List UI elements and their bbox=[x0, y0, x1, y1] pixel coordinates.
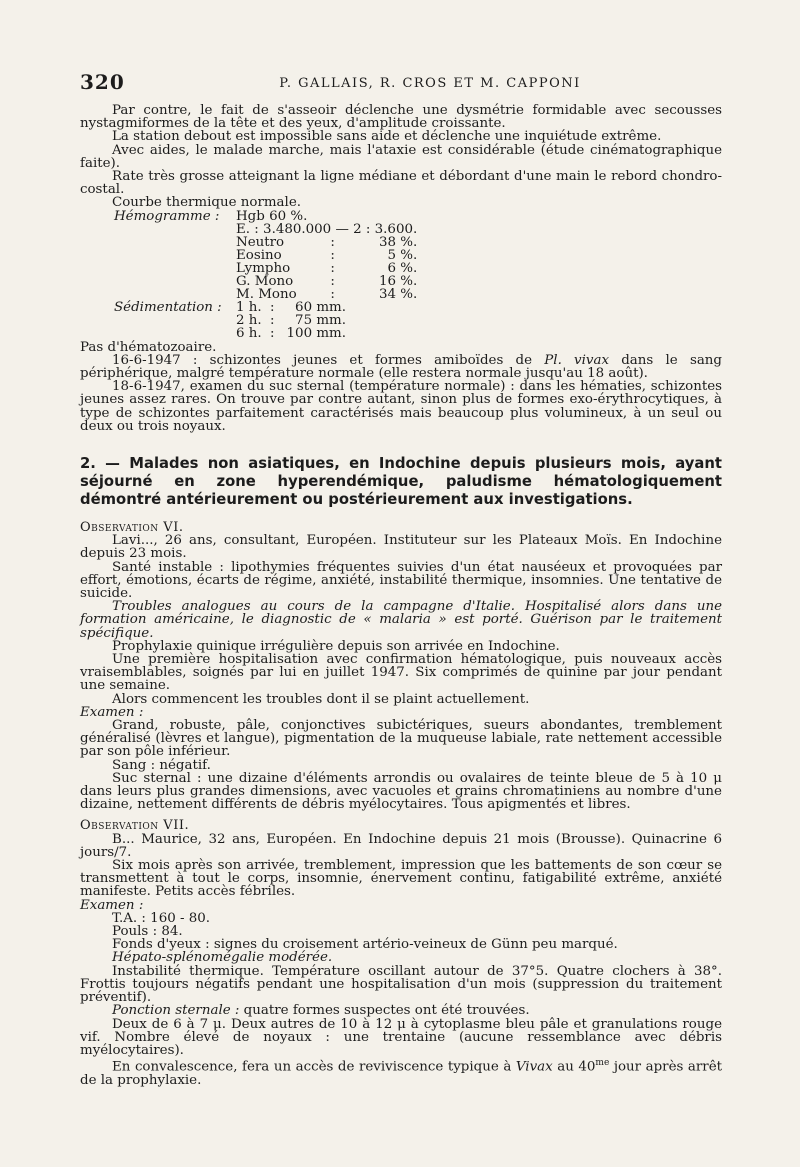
paragraph: Avec aides, le malade marche, mais l'ataxie est considérable (étude cinématographique faite). bbox=[80, 142, 722, 171]
sedimentation-label: Sédimentation : bbox=[114, 300, 222, 316]
cell-time: 1 h. bbox=[236, 300, 262, 316]
paragraph: La station debout est impossible sans aide et déclenche une inquiétude extrême. bbox=[112, 129, 662, 145]
text-span: 16-6-1947 : schizontes jeunes et formes amiboïdes de bbox=[112, 352, 545, 368]
cell-name: Eosino bbox=[236, 247, 282, 263]
cell-value: 60 mm. bbox=[295, 300, 346, 316]
page-header bbox=[80, 70, 720, 96]
paragraph: Six mois après son arrivée, tremblement, impression que les battements de son cœur se transmettent à tout le corps, insomnie, énervement continu, fatigabilité extrême, anxiété manifeste. Petits accès fébriles. bbox=[80, 858, 722, 900]
paragraph: 18-6-1947, examen du suc sternal (température normale) : dans les hématies, schizontes jeunes assez rares. On trouve par contre autant, sinon plus de formes exo-érythrocytiques, à type de schizontes parfaitement caractérisés mais beaucoup plus volumineux, à un seul ou deux ou trois noyaux. bbox=[80, 379, 722, 434]
body-text bbox=[80, 104, 722, 1087]
cell-time: 6 h. bbox=[236, 326, 262, 342]
exam-label: Examen : bbox=[80, 897, 144, 913]
paragraph: T.A. : 160 - 80. bbox=[112, 910, 211, 926]
paragraph: Deux de 6 à 7 μ. Deux autres de 10 à 12 μ à cytoplasme bleu pâle et granulations rouge vif. Nombre élevé de noyaux : une trentaine (aucune ressemblance avec débris myélocytaires). bbox=[80, 1016, 722, 1058]
exam-label: Examen : bbox=[80, 704, 144, 720]
page-number: 320 bbox=[80, 70, 125, 94]
hemogramme-table bbox=[114, 210, 417, 302]
table-row: G. Mono : 16 %. bbox=[236, 274, 418, 290]
paragraph: Suc sternal : une dizaine d'éléments arrondis ou ovalaires de teinte bleue de 5 à 10 μ dans leurs plus grandes dimensions, avec vacuoles et grains chromatiniens au nombre d'une dizaine, nettement différents de débris myélocytaires. Tous apigmentés et libres. bbox=[80, 770, 722, 813]
table-row: Neutro : 38 %. bbox=[236, 234, 418, 250]
text-span: En convalescence, fera un accès de reviviscence typique à bbox=[112, 1059, 516, 1075]
paragraph: Par contre, le fait de s'asseoir déclenche une dysmétrie formidable avec secousses nystagmiformes de la tête et des yeux, d'amplitude croissante. bbox=[80, 103, 722, 132]
cell-name: Lympho bbox=[236, 261, 291, 276]
cell-value: 100 mm. bbox=[286, 326, 346, 342]
paragraph: Pouls : 84. bbox=[112, 924, 183, 940]
species-name: Pl. vivax bbox=[544, 352, 610, 368]
observation-title: Observation VI. bbox=[80, 519, 184, 535]
paragraph: Hépato-splénomégalie modérée. bbox=[112, 950, 333, 966]
cell-value: 34 %. bbox=[378, 287, 418, 303]
table-row: M. Mono : 34 %. bbox=[236, 287, 418, 303]
paragraph: Lavi..., 26 ans, consultant, Européen. Instituteur sur les Plateaux Moïs. En Indochine depuis 23 mois. bbox=[80, 533, 722, 562]
table-row: 2 h. : 75 mm. bbox=[236, 313, 346, 329]
paragraph: Une première hospitalisation avec confirmation hématologique, puis nouveaux accès vraisemblables, soignés par lui en juillet 1947. Six comprimés de quinine par jour pendant une semaine. bbox=[80, 652, 722, 694]
sedimentation-table bbox=[114, 301, 346, 340]
paragraph: Santé instable : lipothymies fréquentes suivies d'un état nauséeux et provoquées par effort, émotions, écarts de régime, anxiété, instabilité thermique, insomnies. Une tentative de suicide. bbox=[80, 559, 722, 601]
cell-value: 6 %. bbox=[387, 261, 418, 276]
paragraph: Instabilité thermique. Température oscillant autour de 37°5. Quatre clochers à 38°. Frottis toujours négatifs pendant une hospitalisation d'un mois (suppression du traitement préventif). bbox=[80, 963, 722, 1006]
cell-name: G. Mono bbox=[236, 274, 294, 290]
blood-count: E. : 3.480.000 — 2 : 3.600. bbox=[236, 221, 418, 237]
cell-value: 75 mm. bbox=[295, 313, 346, 329]
species-name: Vivax bbox=[515, 1059, 553, 1075]
text-span: jour après arrêt de la prophylaxie. bbox=[80, 1059, 722, 1088]
table-row: 6 h. : 100 mm. bbox=[236, 326, 346, 342]
cell-time: 2 h. bbox=[236, 313, 262, 329]
paragraph bbox=[80, 1057, 722, 1087]
text-span: dans le sang périphérique, malgré température normale (elle restera normale jusqu'au 18 août). bbox=[80, 352, 722, 381]
table-row: Lympho : 6 %. bbox=[236, 261, 418, 276]
ponction-label: Ponction sternale : bbox=[112, 1003, 240, 1019]
running-head: P. GALLAIS, R. CROS ET M. CAPPONI bbox=[279, 76, 581, 91]
paragraph: Pas d'hématozoaire. bbox=[80, 339, 217, 355]
cell-value: 38 %. bbox=[378, 234, 418, 250]
paragraph: Alors commencent les troubles dont il se plaint actuellement. bbox=[112, 691, 530, 707]
paragraph: Troubles analogues au cours de la campagne d'Italie. Hospitalisé alors dans une formation américaine, le diagnostic de « malaria » est porté. Guérison par le traitement spécifique. bbox=[80, 599, 722, 641]
paragraph: Fonds d'yeux : signes du croisement artério-veineux de Günn peu marqué. bbox=[112, 937, 618, 953]
table-row: Eosino : 5 %. bbox=[236, 247, 418, 263]
paragraph bbox=[80, 354, 722, 380]
paragraph: Prophylaxie quinique irrégulière depuis son arrivée en Indochine. bbox=[112, 638, 560, 654]
section-title: 2. — Malades non asiatiques, en Indochine depuis plusieurs mois, ayant séjourné en zone hyperendémique, paludisme hématologiquement démontré antérieurement ou postérieurement aux investigations. bbox=[80, 454, 722, 508]
text-span: au 40 bbox=[552, 1059, 596, 1075]
paragraph: Courbe thermique normale. bbox=[112, 195, 302, 211]
superscript: me bbox=[595, 1058, 610, 1069]
observation-title: Observation VII. bbox=[80, 818, 190, 834]
table-row: Sédimentation : 1 h. : 60 mm. bbox=[114, 300, 346, 316]
paragraph: Rate très grosse atteignant la ligne médiane et débordant d'une main le rebord chondro-costal. bbox=[80, 169, 722, 198]
paragraph bbox=[80, 1004, 722, 1017]
text-span: quatre formes suspectes ont été trouvées. bbox=[239, 1003, 530, 1019]
cell-value: 5 %. bbox=[387, 247, 418, 263]
hemogramme-label: Hémogramme : bbox=[114, 208, 220, 224]
paragraph: Grand, robuste, pâle, conjonctives subictériques, sueurs abondantes, tremblement généralisé (lèvres et langue), pigmentation de la muqueuse labiale, rate nettement accessible par son pôle inférieur. bbox=[80, 718, 722, 760]
cell-name: Neutro bbox=[236, 234, 285, 250]
cell-name: M. Mono bbox=[236, 287, 297, 303]
paragraph: B... Maurice, 32 ans, Européen. En Indochine depuis 21 mois (Brousse). Quinacrine 6 jours/7. bbox=[80, 831, 722, 860]
hgb-value: Hgb 60 %. bbox=[236, 208, 308, 224]
paragraph: Sang : négatif. bbox=[112, 757, 211, 773]
cell-value: 16 %. bbox=[378, 274, 418, 290]
